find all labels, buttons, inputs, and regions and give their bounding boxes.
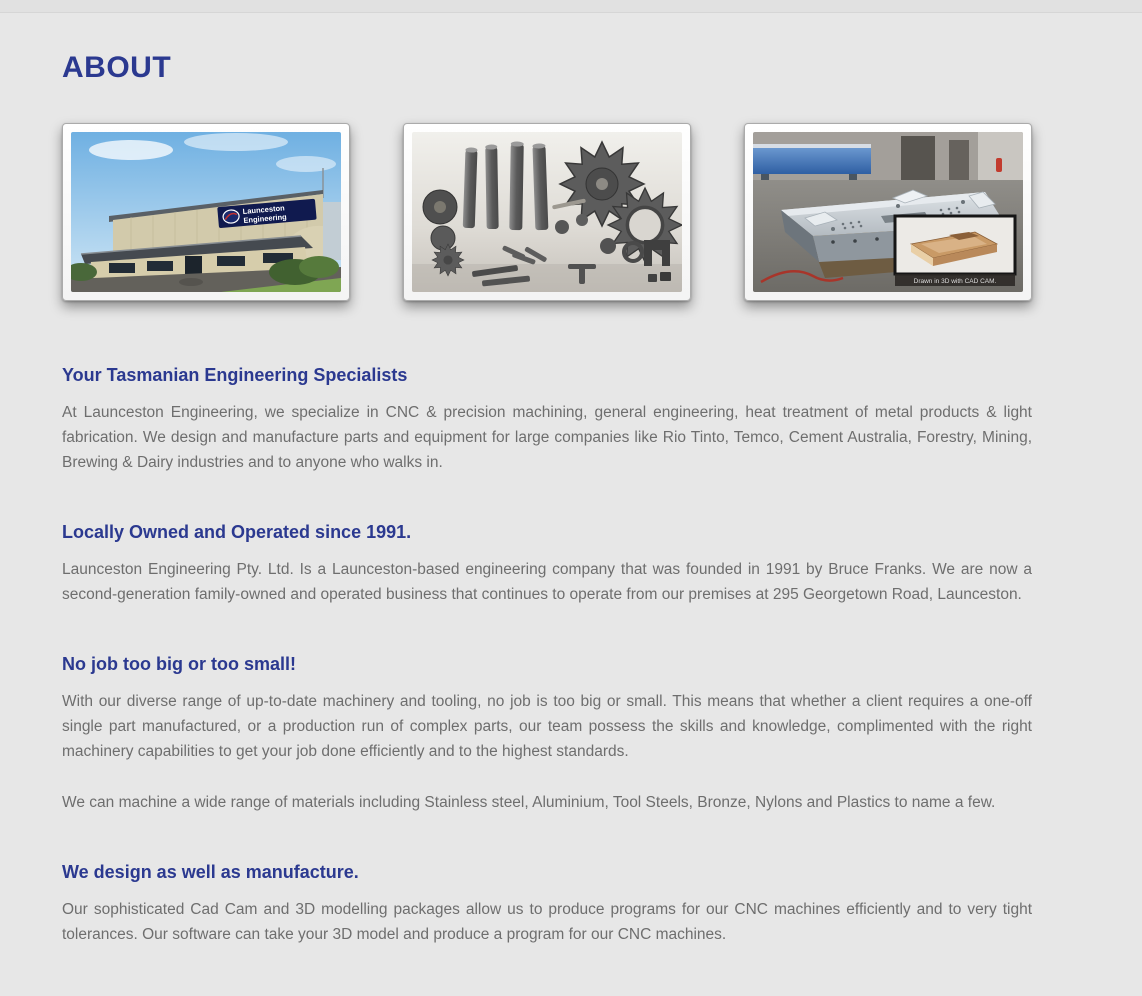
machined-parts-photo bbox=[412, 132, 682, 292]
photo-building-frame bbox=[62, 123, 350, 301]
building-photo bbox=[71, 132, 341, 292]
section-paragraph: We can machine a wide range of materials including Stainless steel, Aluminium, Tool Steels, Bronze, Nylons and Plastics to name a few. bbox=[62, 794, 996, 811]
section-heading: No job too big or too small! bbox=[62, 654, 296, 674]
section-heading: Your Tasmanian Engineering Specialists bbox=[62, 365, 408, 385]
section-design-manufacture bbox=[62, 862, 1032, 947]
building-sign-line1: Launceston bbox=[242, 203, 286, 217]
section-no-job-too-big bbox=[62, 654, 1032, 815]
section-paragraph: Our sophisticated Cad Cam and 3D modelling packages allow us to produce programs for our CNC machines efficiently and to very tight tolerances. Our software can take your 3D model and produce a program for our CNC machines. bbox=[62, 901, 1032, 943]
section-locally-owned bbox=[62, 522, 1032, 607]
building-sign-line2: Engineering bbox=[243, 212, 288, 225]
photo-gallery bbox=[62, 123, 1032, 301]
top-border-strip bbox=[0, 0, 1142, 13]
section-paragraph: Launceston Engineering Pty. Ltd. Is a Launceston-based engineering company that was founded in 1991 by Bruce Franks. We are now a second-generation family-owned and operated business that continues to operate from our premises at 295 Georgetown Road, Launceston. bbox=[62, 561, 1032, 603]
photo-parts-frame bbox=[403, 123, 691, 301]
cad-inset-caption: Drawn in 3D with CAD CAM. bbox=[913, 278, 997, 285]
section-paragraph: At Launceston Engineering, we specialize in CNC & precision machining, general engineering, heat treatment of metal products & light fabrication. We design and manufacture parts and equipment for large companies like Rio Tinto, Temco, Cement Australia, Forestry, Mining, Brewing & Dairy industries and to anyone who walks in. bbox=[62, 404, 1032, 471]
page-title: ABOUT bbox=[62, 51, 172, 84]
photo-cnc-frame bbox=[744, 123, 1032, 301]
section-heading: Locally Owned and Operated since 1991. bbox=[62, 522, 412, 542]
main-content bbox=[0, 51, 1032, 947]
section-heading: We design as well as manufacture. bbox=[62, 862, 359, 882]
cnc-part-photo bbox=[753, 132, 1023, 292]
section-paragraph: With our diverse range of up-to-date machinery and tooling, no job is too big or small. This means that whether a client requires a one-off single part manufactured, or a production run of complex parts, our team possess the skills and knowledge, complimented with the right machinery capabilities to get your job done efficiently and to the highest standards. bbox=[62, 693, 1032, 760]
section-specialists bbox=[62, 365, 1032, 475]
